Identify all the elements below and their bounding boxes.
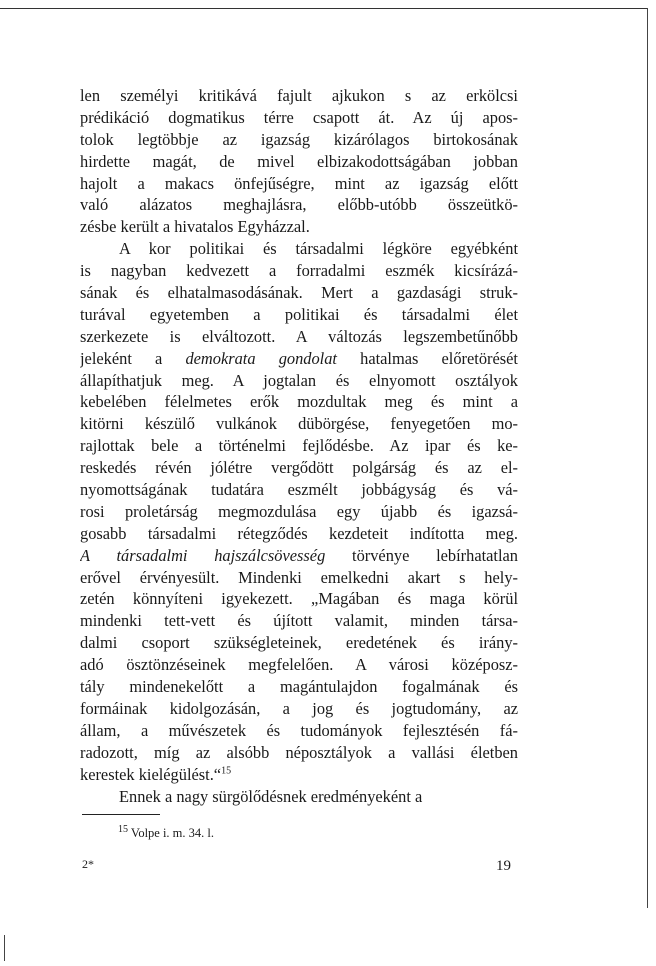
text-line	[80, 326, 518, 348]
text-line	[80, 654, 518, 676]
text-line	[80, 632, 518, 654]
footnote-marker: 15	[118, 823, 128, 835]
text-line	[80, 107, 518, 129]
line-text: adó ösztönzéseinek megfelelően. A városi középosz-	[80, 655, 518, 675]
text-line	[80, 742, 518, 764]
page-edge-left	[4, 935, 5, 961]
text-line	[80, 216, 518, 238]
text-line	[80, 348, 518, 370]
emphasized-text: demokrata gondolat	[185, 348, 337, 368]
text-line	[80, 479, 518, 501]
text-line	[80, 413, 518, 435]
line-text: Ennek a nagy sürgölődésnek eredményeként a	[119, 786, 423, 806]
line-text: prédikáció dogmatikus térre csapott át. Az új apos-	[80, 107, 518, 127]
line-text: mindenki tett-vett és újított valamit, minden társa-	[80, 611, 518, 631]
line-text: sának és elhatalmasodásának. Mert a gazdasági struk-	[80, 283, 518, 303]
text-line	[80, 523, 518, 545]
line-text: rosi proletárság megmozdulása egy újabb és igazsá-	[80, 501, 518, 521]
footnote-text: Volpe i. m. 34. l.	[128, 826, 215, 840]
text-line	[80, 588, 518, 610]
text-line	[80, 304, 518, 326]
text-line	[80, 545, 518, 567]
text-line	[80, 610, 518, 632]
line-text: állapíthatjuk meg. A jogtalan és elnyomott osztályok	[80, 370, 518, 390]
emphasized-text: A társadalmi hajszálcsövesség	[80, 545, 326, 565]
text-line	[80, 173, 518, 195]
line-text: zetén könnyíteni igyekezett. „Magában és maga körül	[80, 589, 518, 609]
text-line	[80, 698, 518, 720]
text-line	[80, 260, 518, 282]
line-text: radozott, míg az alsóbb néposztályok a vallási életben	[80, 742, 518, 762]
line-text: zésbe került a hivatalos Egyházzal.	[80, 217, 310, 237]
text-line	[80, 151, 518, 173]
line-text: való alázatos meghajlásra, előbb-utóbb összeütkö-	[80, 195, 518, 215]
line-text: dalmi csoport szükségleteinek, eredetének és irány-	[80, 633, 518, 653]
line-text: tolok legtöbbje az igazság kizárólagos birtokosának	[80, 129, 518, 149]
text-line	[80, 764, 518, 786]
line-text: tály mindenekelőtt a magántulajdon fogalmának és	[80, 677, 518, 697]
line-text: erővel érvényesült. Mindenki emelkedni akart s hely-	[80, 567, 518, 587]
body-text	[80, 85, 518, 807]
text-line	[80, 720, 518, 742]
footnote	[118, 823, 215, 841]
text-line	[80, 567, 518, 589]
page-edge-right	[647, 8, 648, 908]
text-line	[80, 85, 518, 107]
text-line	[80, 282, 518, 304]
line-text: kebelében félelmetes erők mozdultak meg és mint a	[80, 392, 518, 412]
line-text: hajolt a makacs önfejűségre, mint az igazság előtt	[80, 173, 518, 193]
line-text: reskedés révén jólétre vergődött polgárság és az el-	[80, 458, 518, 478]
line-text: turával egyetemben a politikai és társadalmi élet	[80, 304, 518, 324]
line-text: is nagyban kedvezett a forradalmi eszmék kicsírázá-	[80, 261, 518, 281]
line-text: hirdette magát, de mivel elbizakodottságában jobban	[80, 151, 518, 171]
text-line	[80, 129, 518, 151]
line-text: jeleként a	[80, 348, 186, 368]
text-line	[80, 194, 518, 216]
text-line	[80, 435, 518, 457]
page-edge-top	[0, 8, 648, 9]
text-line	[80, 370, 518, 392]
line-text: rajlottak bele a történelmi fejlődésbe. Az ipar és ke-	[80, 436, 518, 456]
line-text: állam, a művészetek és tudományok fejlesztésén fá-	[80, 720, 518, 740]
text-line	[80, 391, 518, 413]
line-text: törvénye lebírhatatlan	[325, 545, 518, 565]
text-line	[80, 238, 518, 260]
text-line	[80, 786, 518, 808]
line-text: szerkezete is elváltozott. A változás legszembetűnőbb	[80, 326, 518, 346]
signature-mark: 2*	[82, 857, 94, 871]
line-text: len személyi kritikává fajult ajkukon s az erkölcsi	[80, 86, 518, 105]
page-number: 19	[496, 858, 511, 874]
line-text: A kor politikai és társadalmi légköre egyébként	[119, 239, 518, 259]
line-text: hatalmas előretörését	[336, 348, 518, 368]
line-text: gosabb társadalmi rétegződés kezdeteit indította meg.	[80, 523, 518, 543]
line-text: kitörni készülő vulkánok dübörgése, fenyegetően mo-	[80, 414, 518, 434]
text-line	[80, 676, 518, 698]
footnote-rule	[82, 814, 160, 815]
line-text: nyomottságának tudatára eszmélt jobbágyság és vá-	[80, 480, 518, 500]
text-line	[80, 457, 518, 479]
footnote-reference: 15	[221, 765, 232, 777]
line-text: formáinak kidolgozásán, a jog és jogtudomány, az	[80, 698, 518, 718]
line-text: kerestek kielégülést.“	[80, 764, 222, 784]
text-line	[80, 501, 518, 523]
